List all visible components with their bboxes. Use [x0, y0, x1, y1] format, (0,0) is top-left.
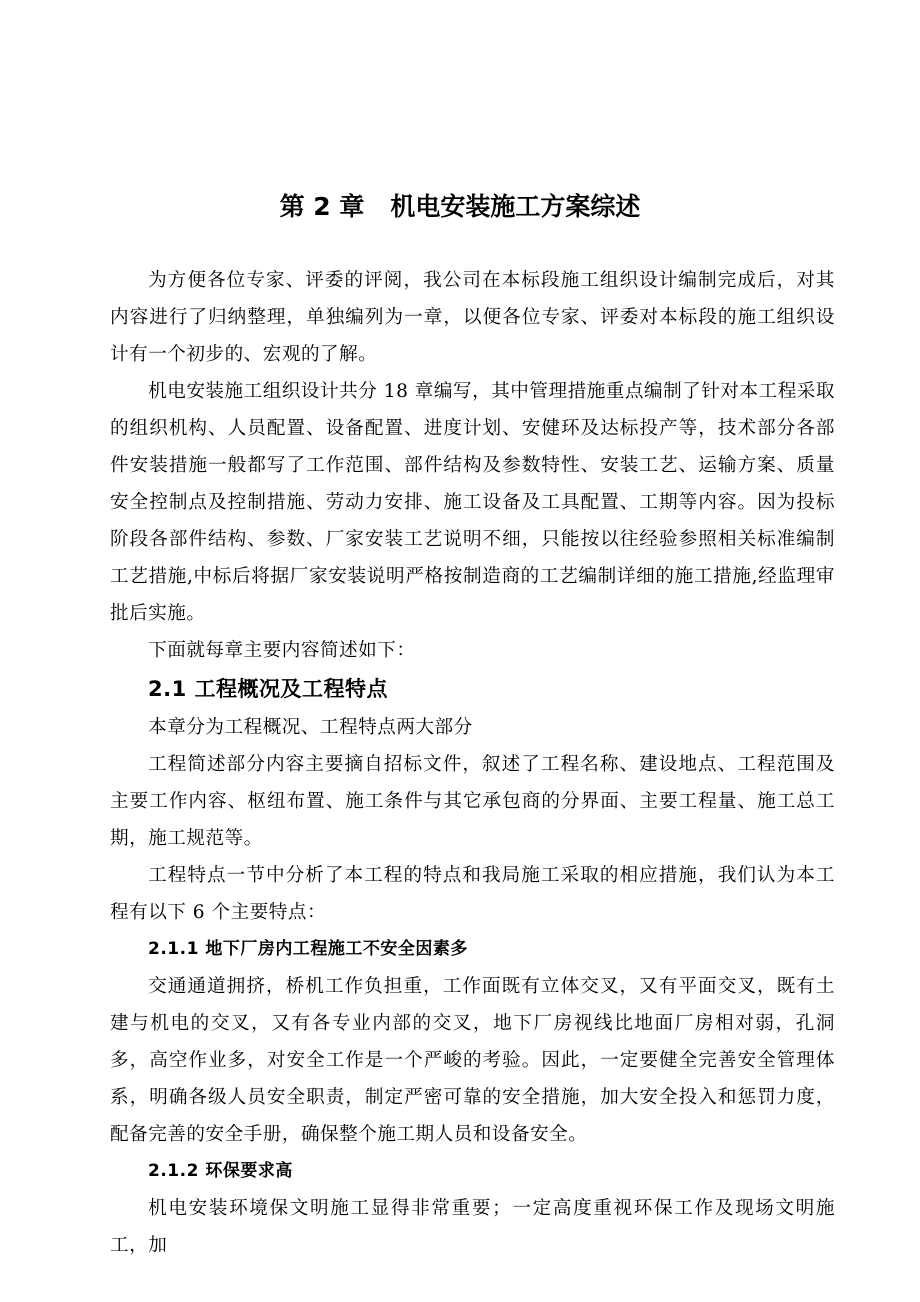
section-2-1-1-heading: 2.1.1 地下厂房内工程施工不安全因素多 [148, 939, 468, 959]
chapter-name: 机电安装施工方案综述 [390, 192, 641, 221]
section-2-1-2-paragraph: 机电安装环境保文明施工显得非常重要；一定高度重视环保工作及现场文明施工，加 [110, 1198, 835, 1256]
chapter-number: 第 2 章 [279, 192, 365, 221]
document-body [110, 260, 835, 1264]
section-2-1-1-paragraph: 交通通道拥挤，桥机工作负担重，工作面既有立体交叉，又有平面交叉，既有土建与机电的交叉，又有各专业内部的交叉，地下厂房视线比地面厂房相对弱，孔洞多，高空作业多，对安全工作是一个严峻的考验。因此，一定要健全完善安全管理体系，明确各级人员安全职责，制定严密可靠的安全措施，加大安全投入和惩罚力度，配备完善的安全手册，确保整个施工期人员和设备安全。 [110, 976, 835, 1145]
lead-paragraph: 下面就每章主要内容简述如下： [148, 640, 416, 661]
section-2-1-paragraph-2: 工程简述部分内容主要摘自招标文件，叙述了工程名称、建设地点、工程范围及主要工作内容、枢纽布置、施工条件与其它承包商的分界面、主要工程量、施工总工期，施工规范等。 [110, 754, 835, 849]
section-2-1-paragraph-1: 本章分为工程概况、工程特点两大部分 [148, 717, 473, 738]
section-2-1-heading: 2.1 工程概况及工程特点 [148, 677, 389, 701]
intro-paragraph: 为方便各位专家、评委的评阅，我公司在本标段施工组织设计编制完成后，对其内容进行了归纳整理，单独编列为一章，以便各位专家、评委对本标段的施工组织设计有一个初步的、宏观的了解。 [110, 270, 835, 365]
section-2-1-2-heading: 2.1.2 环保要求高 [148, 1161, 293, 1181]
chapter-title [0, 189, 920, 225]
overview-paragraph: 机电安装施工组织设计共分 18 章编写，其中管理措施重点编制了针对本工程采取的组织机构、人员配置、设备配置、进度计划、安健环及达标投产等，技术部分各部件安装措施一般都写了工作范围、部件结构及参数特性、安装工艺、运输方案、质量安全控制点及控制措施、劳动力安排、施工设备及工具配置、工期等内容。因为投标阶段各部件结构、参数、厂家安装工艺说明不细，只能按以往经验参照相关标准编制工艺措施,中标后将据厂家安装说明严格按制造商的工艺编制详细的施工措施,经监理审批后实施。 [110, 381, 835, 624]
section-2-1-paragraph-3: 工程特点一节中分析了本工程的特点和我局施工采取的相应措施，我们认为本工程有以下 6 个主要特点： [110, 865, 835, 923]
